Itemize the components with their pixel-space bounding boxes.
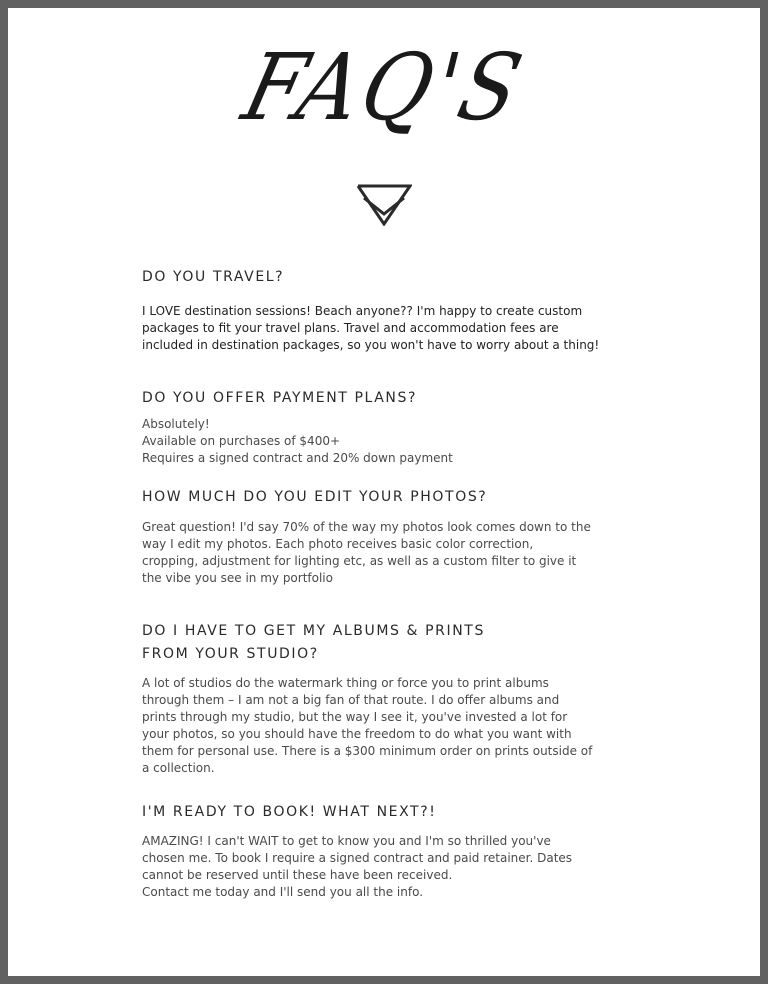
faq-answer-line: through them – I am not a big fan of that route. I do offer albums and — [142, 693, 560, 707]
faq-answer-line: cropping, adjustment for lighting etc, as well as a custom filter to give it — [142, 554, 577, 568]
faq-answer-line: the vibe you see in my portfolio — [142, 571, 333, 585]
faq-answer-line: prints through my studio, but the way I see it, you've invested a lot for — [142, 710, 568, 724]
faq-page — [8, 8, 760, 976]
faq-answer-payment-plans — [142, 416, 642, 467]
faq-answer-travel — [142, 303, 642, 354]
faq-question-travel — [142, 266, 284, 289]
faq-answer-line: a collection. — [142, 761, 215, 775]
faq-question-albums-prints — [142, 620, 485, 666]
faq-answer-line: your photos, so you should have the freedom to do what you want with — [142, 727, 572, 741]
faq-answer-line: A lot of studios do the watermark thing or force you to print albums — [142, 676, 549, 690]
faq-answer-line: I LOVE destination sessions! Beach anyone?? I'm happy to create custom — [142, 304, 583, 318]
faq-answer-line: Contact me today and I'll send you all the info. — [142, 885, 424, 899]
faq-answer-line: Absolutely! — [142, 417, 210, 431]
faq-answer-line: cannot be reserved until these have been received. — [142, 868, 453, 882]
faq-question-line: I'M READY TO BOOK! WHAT NEXT?! — [142, 804, 437, 820]
double-chevron-down-icon — [356, 184, 412, 226]
faq-question-line: FROM YOUR STUDIO? — [142, 646, 319, 662]
faq-question-line: DO YOU TRAVEL? — [142, 269, 285, 285]
faq-answer-ready-to-book — [142, 833, 642, 901]
faq-answer-line: AMAZING! I can't WAIT to get to know you and I'm so thrilled you've — [142, 834, 551, 848]
faq-question-ready-to-book — [142, 801, 436, 824]
faq-answer-line: way I edit my photos. Each photo receives basic color correction, — [142, 537, 534, 551]
faq-question-payment-plans — [142, 387, 417, 410]
faq-question-line: DO YOU OFFER PAYMENT PLANS? — [142, 390, 418, 406]
faq-answer-line: included in destination packages, so you won't have to worry about a thing! — [142, 338, 600, 352]
faq-question-line: DO I HAVE TO GET MY ALBUMS & PRINTS — [142, 623, 485, 639]
faq-question-editing — [142, 486, 487, 509]
faq-question-line: HOW MUCH DO YOU EDIT YOUR PHOTOS? — [142, 489, 488, 505]
faq-answer-albums-prints — [142, 675, 642, 777]
faq-answer-line: chosen me. To book I require a signed contract and paid retainer. Dates — [142, 851, 573, 865]
page-title: FAQ'S — [233, 35, 535, 142]
faq-answer-line: packages to fit your travel plans. Travel and accommodation fees are — [142, 321, 559, 335]
faq-answer-editing — [142, 519, 642, 587]
faq-answer-line: Requires a signed contract and 20% down payment — [142, 451, 453, 465]
faq-answer-line: them for personal use. There is a $300 minimum order on prints outside of — [142, 744, 593, 758]
faq-answer-line: Great question! I'd say 70% of the way my photos look comes down to the — [142, 520, 591, 534]
faq-answer-line: Available on purchases of $400+ — [142, 434, 341, 448]
